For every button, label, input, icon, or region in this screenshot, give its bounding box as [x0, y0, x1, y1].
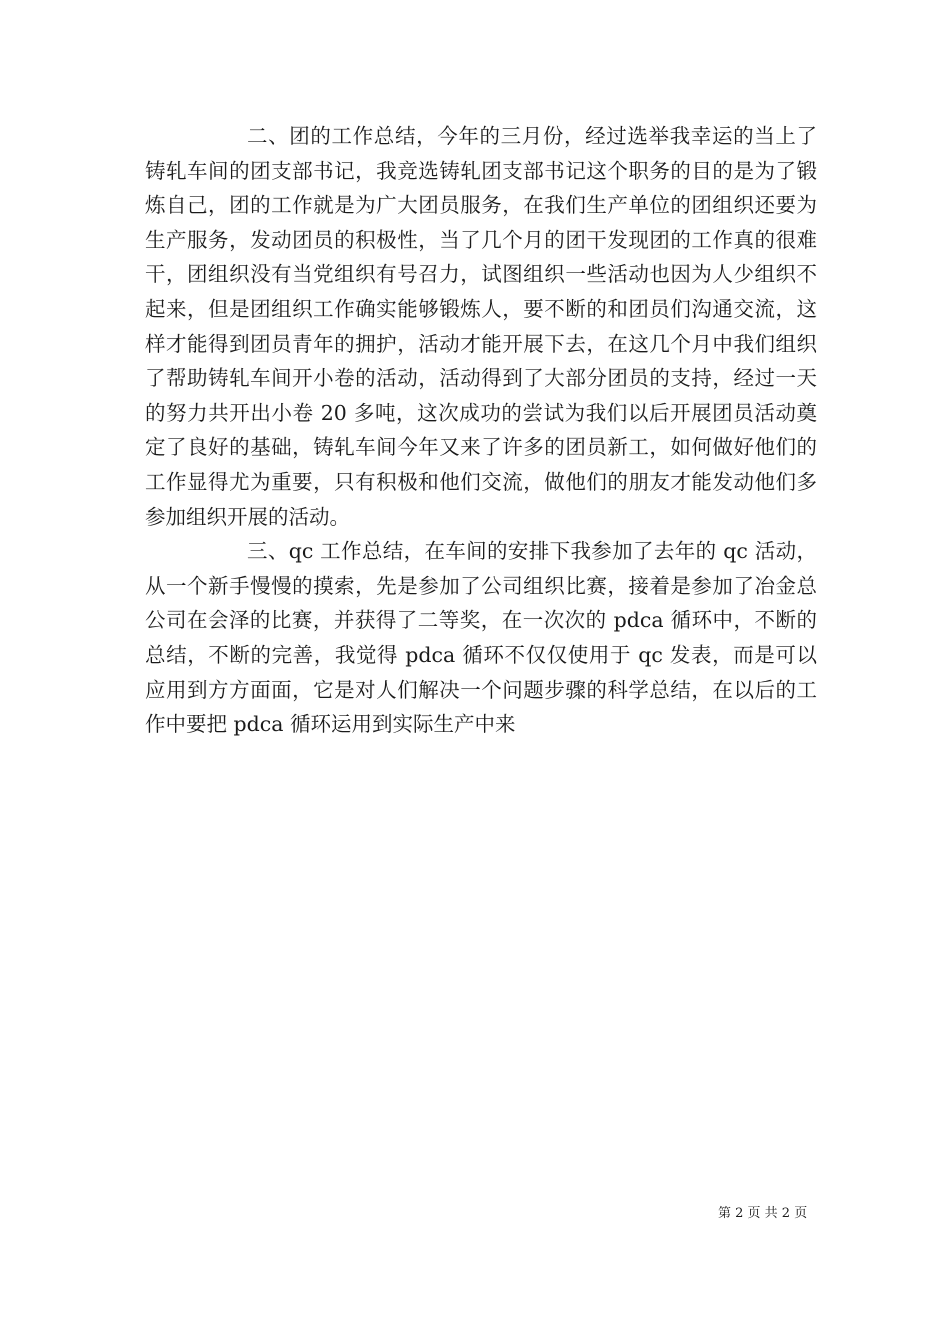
page-number-footer: 第 2 页 共 2 页 [718, 1206, 808, 1221]
document-body [145, 119, 817, 742]
paragraph-team-work-summary: 二、团的工作总结，今年的三月份，经过选举我幸运的当上了铸轧车间的团支部书记，我竞选铸轧团支部书记这个职务的目的是为了锻炼自己，团的工作就是为广大团员服务，在我们生产单位的团组织还要为生产服务，发动团员的积极性，当了几个月的团干发现团的工作真的很难干，团组织没有当党组织有号召力，试图组织一些活动也因为人少组织不起来，但是团组织工作确实能够锻炼人，要不断的和团员们沟通交流，这样才能得到团员青年的拥护，活动才能开展下去，在这几个月中我们组织了帮助铸轧车间开小卷的活动，活动得到了大部分团员的支持，经过一天的努力共开出小卷 20 多吨，这次成功的尝试为我们以后开展团员活动奠定了良好的基础，铸轧车间今年又来了许多的团员新工，如何做好他们的工作显得尤为重要，只有积极和他们交流，做他们的朋友才能发动他们多参加组织开展的活动。 [145, 124, 817, 529]
paragraph-qc-work-summary: 三、qc 工作总结，在车间的安排下我参加了去年的 qc 活动，从一个新手慢慢的摸索，先是参加了公司组织比赛，接着是参加了冶金总公司在会泽的比赛，并获得了二等奖，在一次次的 pdca 循环中，不断的总结，不断的完善，我觉得 pdca 循环不仅仅使用于 qc 发表，而是可以应用到方方面面，它是对人们解决一个问题步骤的科学总结，在以后的工作中要把 pdca 循环运用到实际生产中来 [145, 539, 817, 737]
